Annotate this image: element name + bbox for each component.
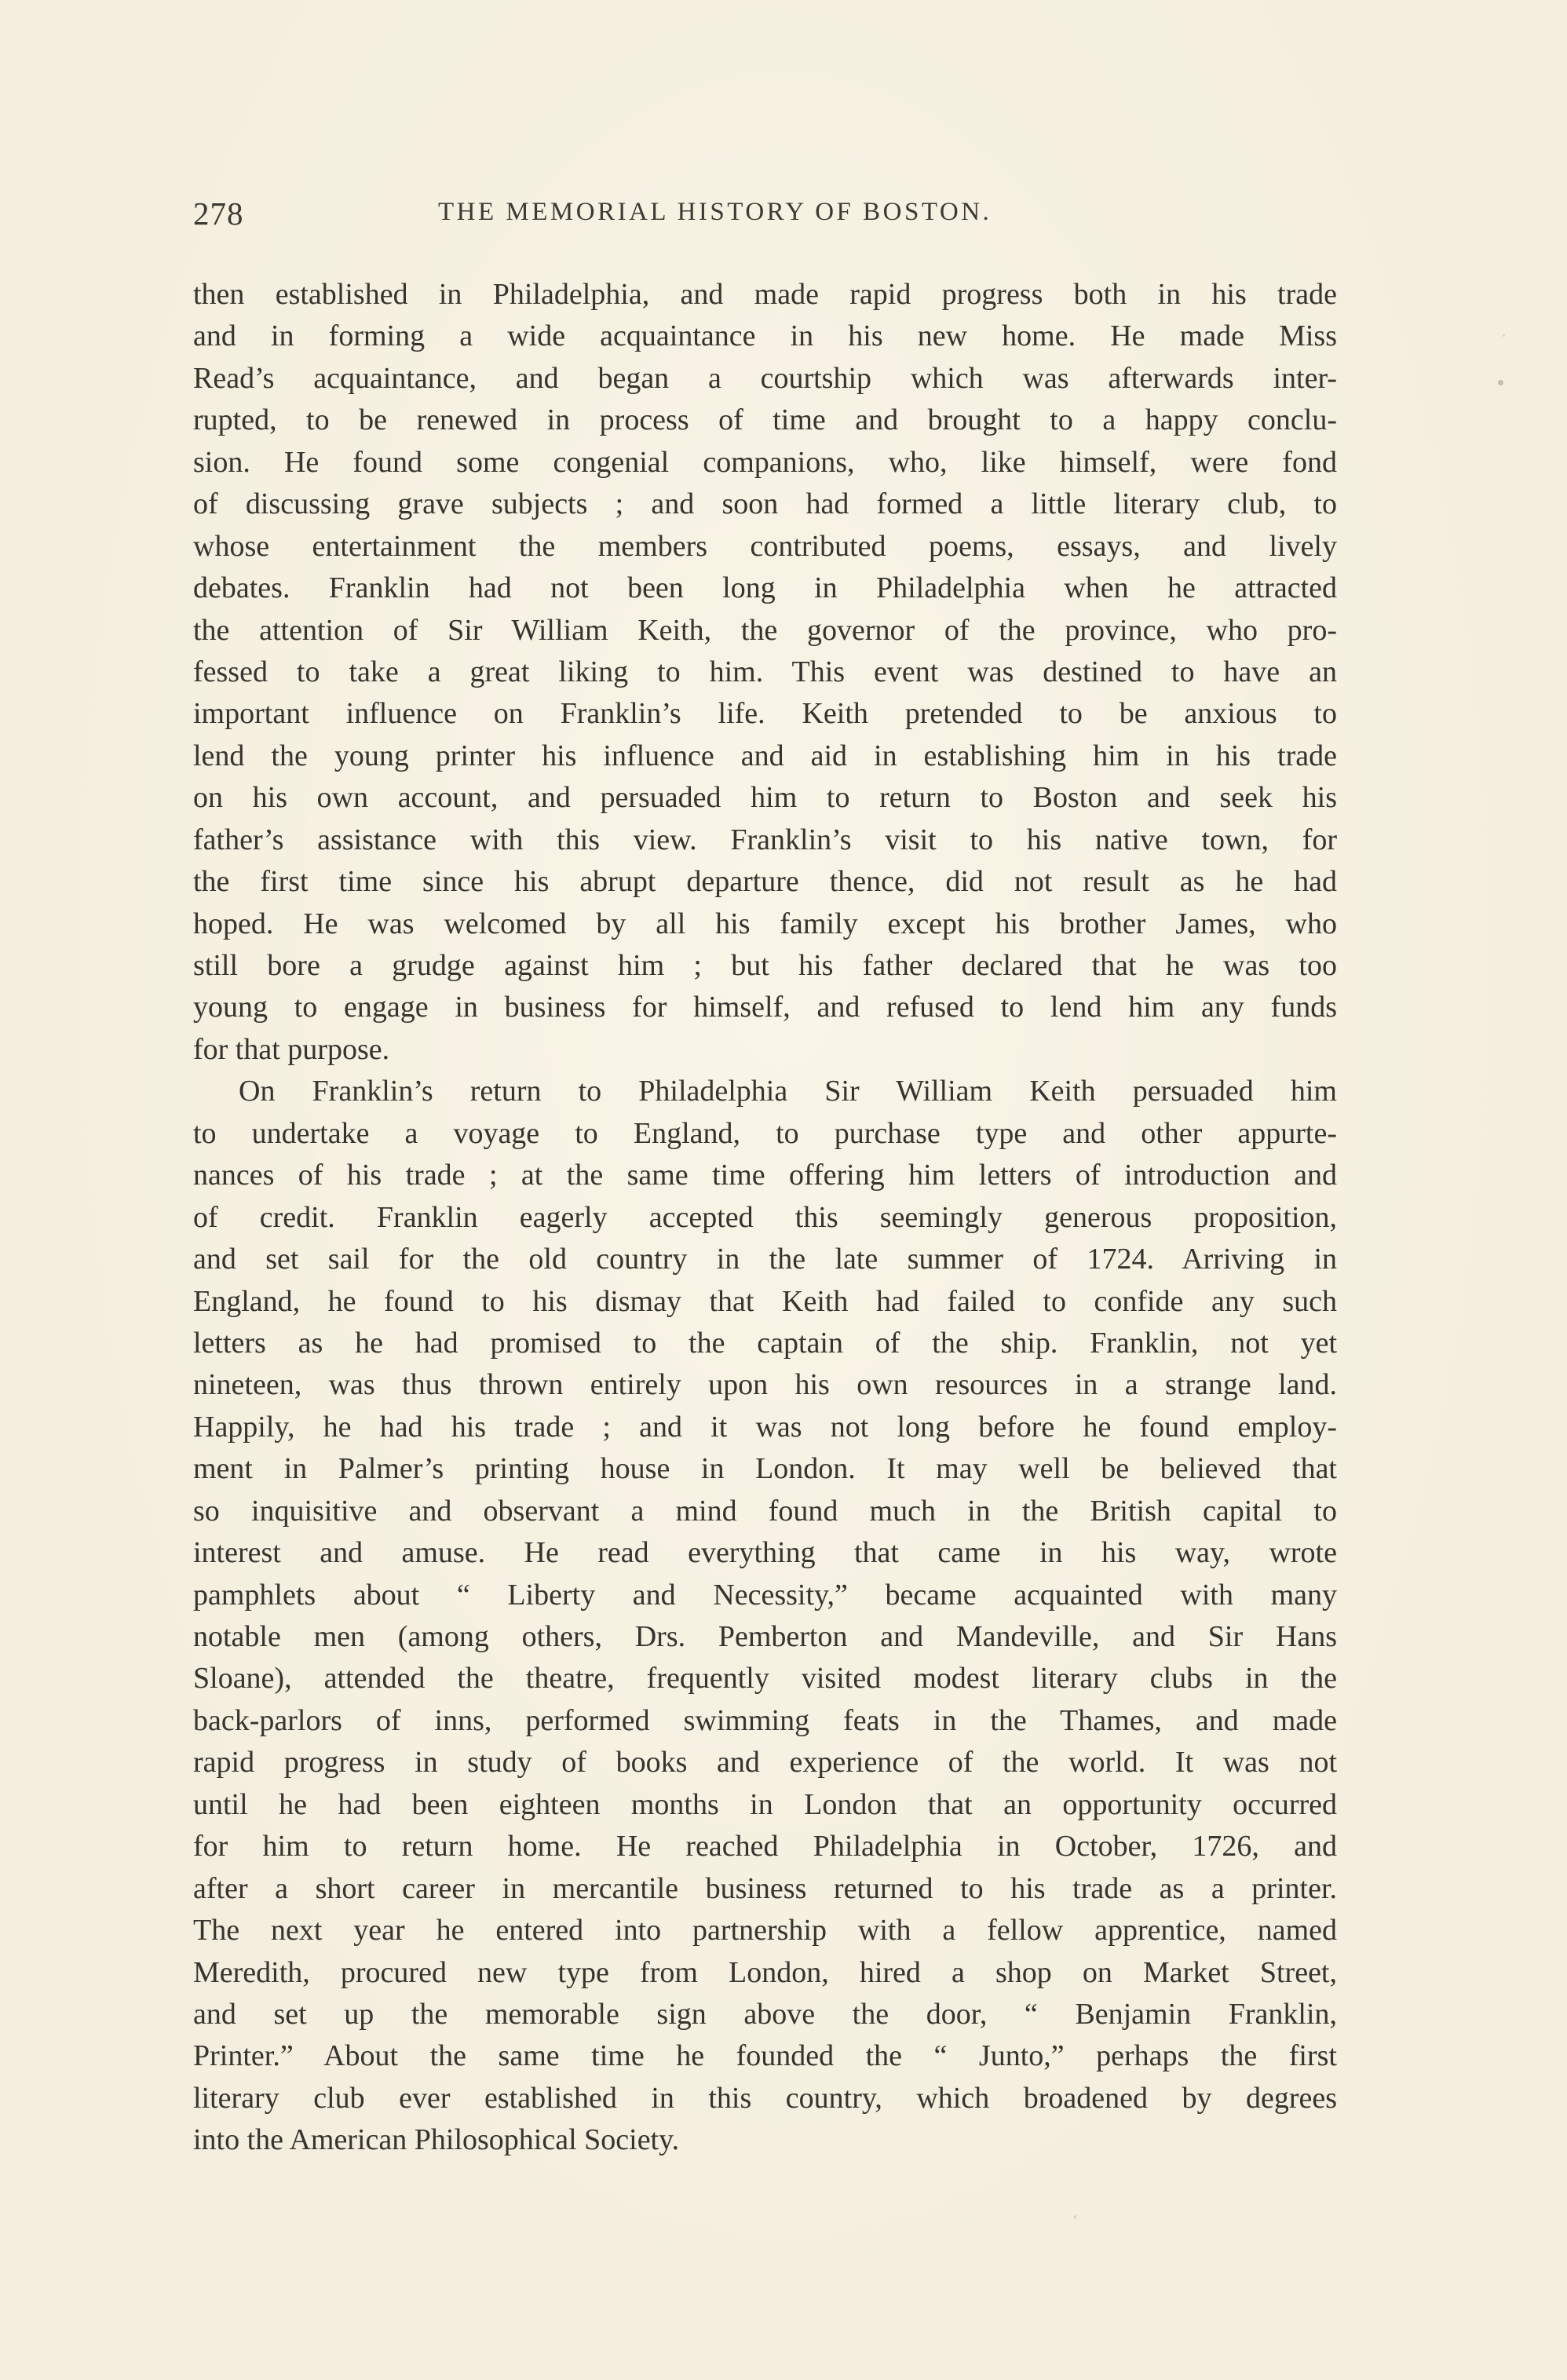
text-line: and set up the memorable sign above the door, “ Benjamin Franklin, — [193, 1997, 1337, 2031]
text-line: Happily, he had his trade ; and it was not long before he found employ- — [193, 1410, 1337, 1444]
text-line: father’s assistance with this view. Franklin’s visit to his native town, for — [193, 823, 1337, 856]
text-line: hoped. He was welcomed by all his family except his brother James, who — [193, 907, 1337, 940]
text-line: literary club ever established in this country, which broadened by degrees — [193, 2081, 1337, 2115]
text-line: notable men (among others, Drs. Pemberton and Mandeville, and Sir Hans — [193, 1620, 1337, 1653]
text-line: and set sail for the old country in the late summer of 1724. Arriving in — [193, 1243, 1337, 1276]
text-line: fessed to take a great liking to him. This event was destined to have an — [193, 655, 1337, 688]
text-line: Read’s acquaintance, and began a courtship which was afterwards inter- — [193, 361, 1337, 395]
paper-speck — [1498, 380, 1503, 385]
text-line: until he had been eighteen months in London that an opportunity occurred — [193, 1787, 1337, 1821]
text-line: after a short career in mercantile business returned to his trade as a printer. — [193, 1871, 1337, 1905]
text-line: for him to return home. He reached Philadelphia in October, 1726, and — [193, 1830, 1337, 1863]
text-line: the first time since his abrupt departure thence, did not result as he had — [193, 865, 1337, 899]
text-line: on his own account, and persuaded him to return to Boston and seek his — [193, 781, 1337, 815]
text-line: of discussing grave subjects ; and soon had formed a little literary club, to — [193, 487, 1337, 521]
text-line: lend the young printer his influence and aid in establishing him in his trade — [193, 739, 1337, 772]
text-line: the attention of Sir William Keith, the governor of the province, who pro- — [193, 613, 1337, 647]
text-line: Meredith, procured new type from London, hired a shop on Market Street, — [193, 1955, 1337, 1989]
text-line: debates. Franklin had not been long in Philadelphia when he attracted — [193, 571, 1337, 605]
text-line: Sloane), attended the theatre, frequently visited modest literary clubs in the — [193, 1662, 1337, 1696]
text-line: England, he found to his dismay that Keith had failed to confide any such — [193, 1284, 1337, 1318]
text-line: still bore a grudge against him ; but his father declared that he was too — [193, 949, 1337, 982]
paper-speck — [1074, 2215, 1076, 2219]
text-line: whose entertainment the members contributed poems, essays, and lively — [193, 529, 1337, 563]
text-line: sion. He found some congenial companions, who, like himself, were fond — [193, 445, 1337, 479]
paragraph-2 — [193, 1071, 1337, 2161]
running-head — [193, 195, 1337, 237]
text-line: and in forming a wide acquaintance in his new home. He made Miss — [193, 319, 1337, 353]
text-line: ment in Palmer’s printing house in London. It may well be believed that — [193, 1452, 1337, 1486]
text-line: to undertake a voyage to England, to purchase type and other appurte- — [193, 1116, 1337, 1150]
text-line: into the American Philosophical Society. — [193, 2123, 680, 2157]
text-line: nineteen, was thus thrown entirely upon his own resources in a strange land. — [193, 1368, 1337, 1402]
text-line: Printer.” About the same time he founded the “ Junto,” perhaps the first — [193, 2039, 1337, 2073]
text-line: interest and amuse. He read everything that came in his way, wrote — [193, 1536, 1337, 1570]
page-number: 278 — [193, 195, 244, 232]
text-line: young to engage in business for himself, and refused to lend him any funds — [193, 991, 1337, 1024]
text-line: rupted, to be renewed in process of time and brought to a happy conclu- — [193, 403, 1337, 437]
text-line: back-parlors of inns, performed swimming feats in the Thames, and made — [193, 1703, 1337, 1737]
text-line: On Franklin’s return to Philadelphia Sir William Keith persuaded him — [239, 1075, 1337, 1108]
text-line: of credit. Franklin eagerly accepted this seemingly generous proposition, — [193, 1200, 1337, 1234]
text-line: so inquisitive and observant a mind found much in the British capital to — [193, 1494, 1337, 1528]
text-line: then established in Philadelphia, and made rapid progress both in his trade — [193, 278, 1337, 311]
text-line: important influence on Franklin’s life. Keith pretended to be anxious to — [193, 697, 1337, 731]
text-line: letters as he had promised to the captain of the ship. Franklin, not yet — [193, 1326, 1337, 1360]
text-line: rapid progress in study of books and experience of the world. It was not — [193, 1746, 1337, 1780]
paper-speck — [1503, 334, 1505, 337]
body-text — [193, 274, 1337, 2162]
text-line: pamphlets about “ Liberty and Necessity,” became acquainted with many — [193, 1578, 1337, 1612]
paragraph-1 — [193, 274, 1337, 1071]
text-line: nances of his trade ; at the same time offering him letters of introduction and — [193, 1159, 1337, 1192]
text-line: The next year he entered into partnership with a fellow apprentice, named — [193, 1914, 1337, 1947]
running-title: THE MEMORIAL HISTORY OF BOSTON. — [438, 198, 992, 226]
text-line: for that purpose. — [193, 1032, 390, 1066]
